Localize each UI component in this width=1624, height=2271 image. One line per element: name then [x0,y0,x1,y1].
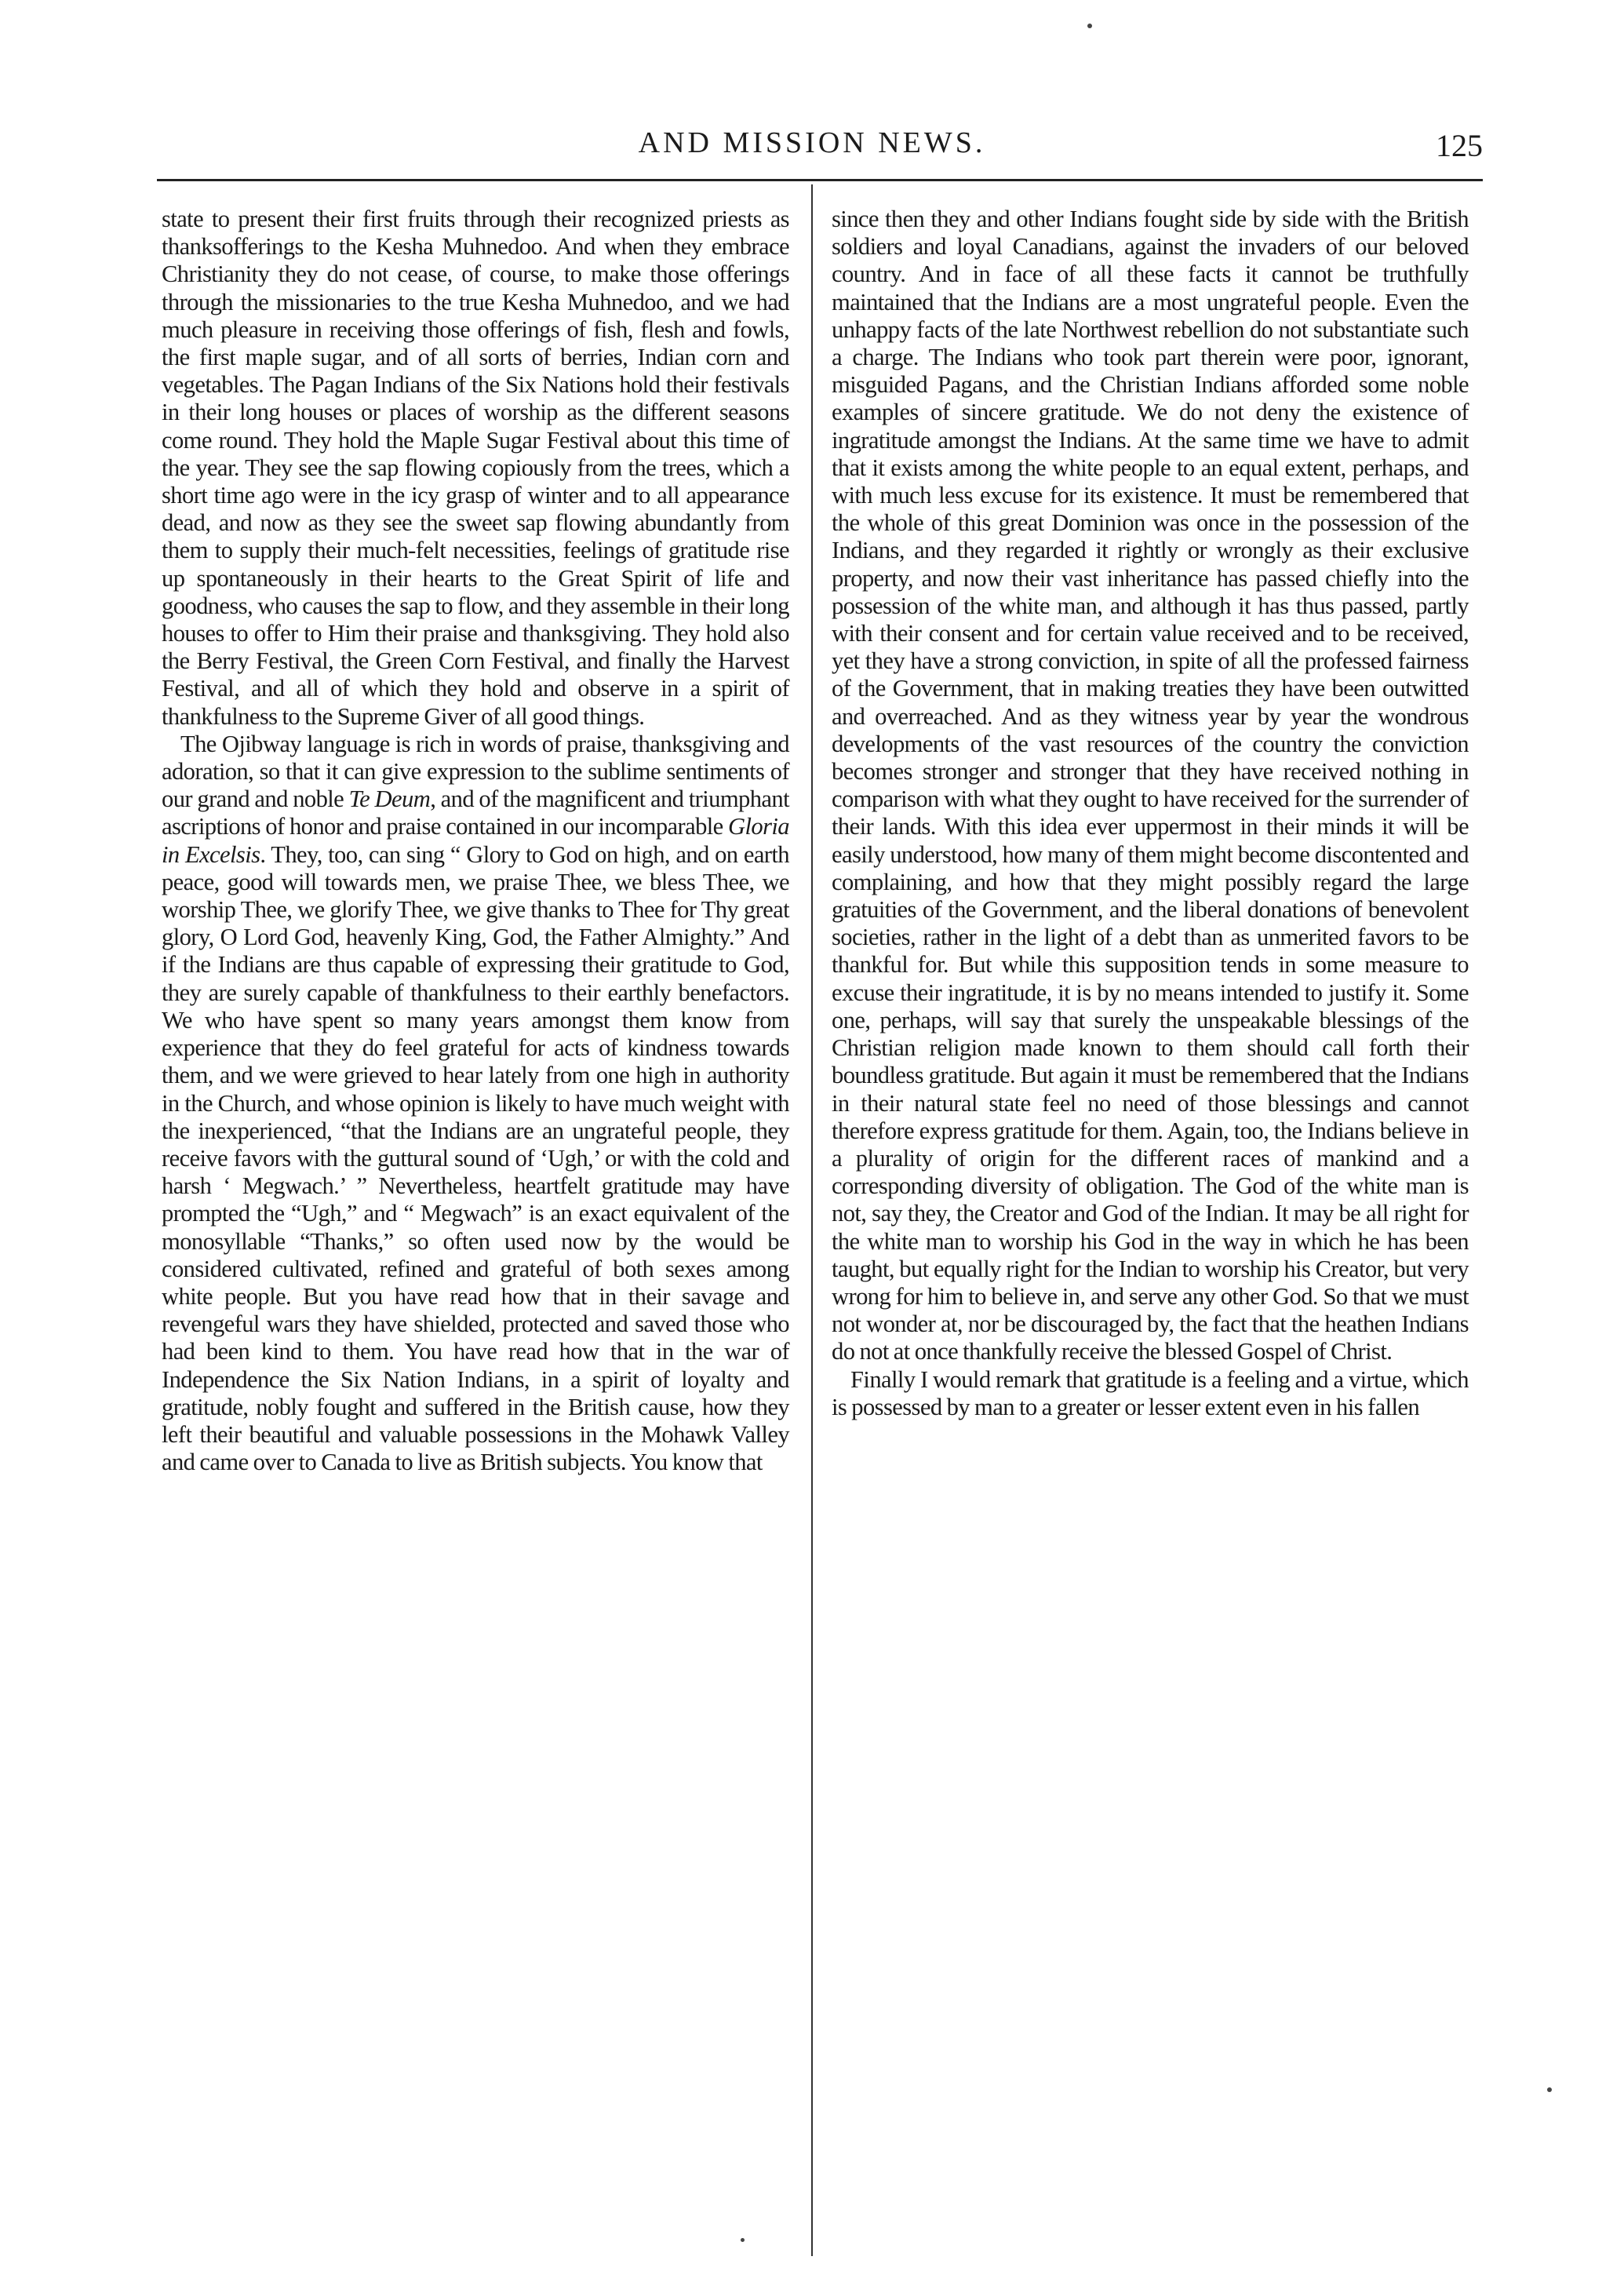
page-number: 125 [1436,128,1483,163]
print-speck [1547,2087,1552,2092]
column-divider [811,184,813,2256]
left-column [162,206,789,1476]
print-speck [1087,24,1092,28]
gloria-title: Gloria in Excelsis [162,813,789,868]
paragraph-text: , and of the magnificent and triumphant ascriptions of honor and praise contained in our incomparable [162,786,789,840]
right-paragraph-1: since then they and other Indians fought side by side with the British soldiers and loyal Canadians, against the invaders of our beloved country. And in face of all these facts it cannot be truthfully maintained that the Indians are a most ungrateful people. Even the unhappy facts of the late Northwest rebellion do not substantiate such a charge. The Indians who took part therein were poor, ignorant, misguided Pagans, and the Christian Indians afforded some noble examples of sincere gratitude. We do not deny the existence of ingratitude amongst the Indians. At the same time we have to admit that it exists among the white people to an equal extent, perhaps, and with much less excuse for its existence. It must be remembered that the whole of this great Dominion was once in the possession of the Indians, and they regarded it rightly or wrongly as their exclusive property, and now their vast inheritance has passed chiefly into the possession of the white man, and although it has thus passed, partly with their consent and for certain value received and to be received, yet they have a strong conviction, in spite of all the professed fairness of the Government, that in making treaties they have been outwitted and overreached. And as they witness year by year the wondrous developments of the vast resources of the country the conviction becomes stronger and stronger that they have received nothing in comparison with what they ought to have received for the surrender of their lands. With this idea ever uppermost in their minds it will be easily understood, how many of them might become discontented and complaining, and how that they might possibly regard the large gratuities of the Government, and the liberal donations of benevolent societies, rather in the light of a debt than as unmerited favors to be thankful for. But while this supposition tends in some measure to excuse their ingratitude, it is by no means intended to justify it. Some one, perhaps, will say that surely the unspeakable blessings of the Christian religion made known to them should call forth their boundless gratitude. But again it must be remembered that the Indians in their natural state feel no need of those blessings and cannot therefore express gratitude for them. Again, too, the Indians believe in a plurality of origin for the different races of mankind and a corresponding diversity of obligation. The God of the white man is not, say they, the Creator and God of the Indian. It may be all right for the white man to worship his God in the way in which he has been taught, but equally right for the Indian to worship his Creator, but very wrong for him to believe in, and serve any other God. So that we must not wonder at, nor be discouraged by, the fact that the heathen Indians do not at once thankfully receive the blessed Gospel of Christ. [832,206,1469,1365]
print-speck [741,2238,745,2242]
running-header [0,126,1624,173]
running-title: AND MISSION NEWS. [638,126,986,159]
left-paragraph-1: state to present their first fruits through their recognized priests as thanksofferings to the Kesha Muhnedoo. And when they embrace Christianity they do not cease, of course, to make those offerings through the missionaries to the true Kesha Muhnedoo, and we had much pleasure in receiving those offerings of fish, flesh and fowls, the first maple sugar, and of all sorts of berries, Indian corn and vegetables. The Pagan Indians of the Six Nations hold their festivals in their long houses or places of worship as the different seasons come round. They hold the Maple Sugar Festival about this time of the year. They see the sap flowing copiously from the trees, which a short time ago were in the icy grasp of winter and to all appearance dead, and now as they see the sweet sap flowing abundantly from them to supply their much-felt necessities, feelings of gratitude rise up spontaneously in their hearts to the Great Spirit of life and goodness, who causes the sap to flow, and they assemble in their long houses to offer to Him their praise and thanksgiving. They hold also the Berry Festival, the Green Corn Festival, and finally the Harvest Festival, and all of which they hold and observe in a spirit of thankfulness to the Supreme Giver of all good things. [162,206,789,730]
right-column [832,206,1469,1421]
header-rule [157,179,1483,181]
paragraph-text: . They, too, can sing “ Glory to God on high, and on earth peace, good will towards men, we praise Thee, we bless Thee, we worship Thee, we glorify Thee, we give thanks to Thee for Thy great glory, O Lord God, heavenly King, God, the Father Almighty.” And if the Indians are thus capable of expressing their gratitude to God, they are surely capable of thankfulness to their earthly benefactors. We who have spent so many years amongst them know from experience that they do feel grateful for acts of kindness towards them, and we were grieved to hear lately from one high in authority in the Church, and whose opinion is likely to have much weight with the inexperienced, “that the Indians are an ungrateful people, they receive favors with the guttural sound of ‘Ugh,’ or with the cold and harsh ‘ Megwach.’ ” Nevertheless, heartfelt gratitude may have prompted the “Ugh,” and “ Megwach” is an exact equivalent of the monosyllable “Thanks,” so often used now by the would be considered cultivated, refined and grateful of both sexes among white people. But you have read how that in their savage and revengeful wars they have shielded, protected and saved those who had been kind to them. You have read how that in the war of Independence the Six Nation Indians, in a spirit of loyalty and gratitude, nobly fought and suffered in the British cause, how they left their beautiful and valuable possessions in the Mohawk Valley and came over to Canada to live as British subjects. You know that [162,840,789,1476]
right-paragraph-2: Finally I would remark that gratitude is a feeling and a virtue, which is possessed by man to a greater or lesser extent even in his fallen [832,1365,1469,1420]
te-deum-title: Te Deum [348,786,431,813]
left-paragraph-2 [162,731,789,1476]
paragraph-text: The Ojibway language is rich in words of praise, thanksgiving and adoration, so that it can give expression to the sublime sentiments of our grand and noble [162,730,789,813]
